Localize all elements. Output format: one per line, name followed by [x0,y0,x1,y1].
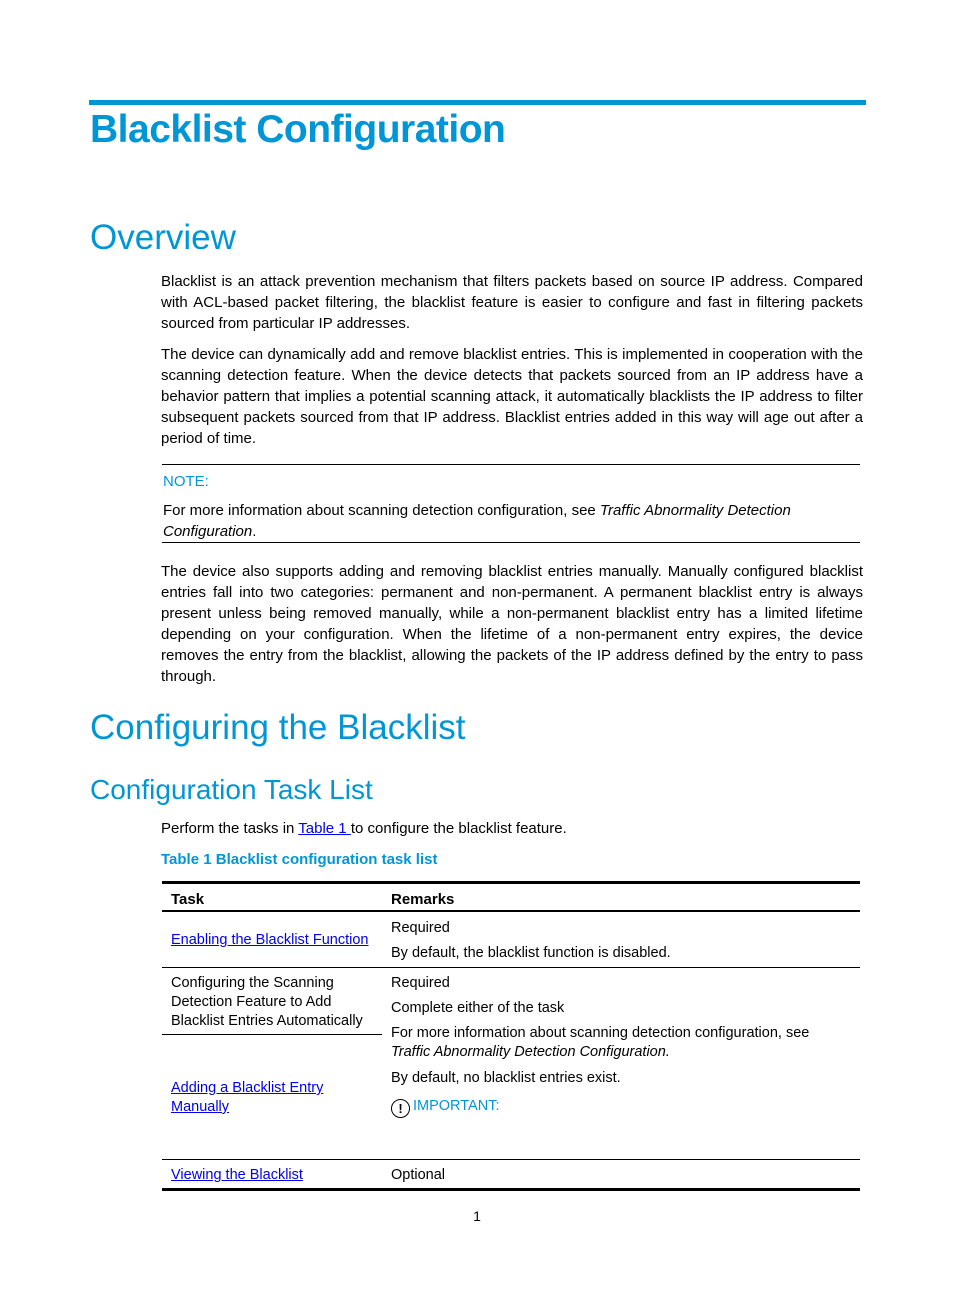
header-rule [162,910,860,912]
row23-remark-required: Required [391,975,450,991]
scanning-detection-task: Configuring the Scanning Detection Feature to Add Blacklist Entries Automatically [171,975,363,1029]
row-divider [162,967,860,968]
row23-remark-default: By default, no blacklist entries exist. [391,1070,621,1086]
row23-remark-more-info [391,1024,851,1062]
overview-paragraph-3: The device also supports adding and removing blacklist entries manually. Manually configured blacklist entries fall into two categories: permanent and non-permanent. A permanent blacklist entry is always present unless being removed manually, while a non-permanent blacklist entry has a limited lifetime depending on your configuration. When the lifetime of a non-permanent entry expires, the device removes the entry from the blacklist, allowing the packets of the IP address defined by the entry to pass through. [161,563,863,685]
overview-heading: Overview [90,218,236,257]
row1-remark-default: By default, the blacklist function is disabled. [391,945,671,961]
overview-paragraph-2: The device can dynamically add and remove blacklist entries. This is implemented in cooperation with the scanning detection feature. When the device detects that packets sourced from an IP address have a behavior pattern that implies a potential scanning attack, it automatically blacklists the IP address to filter subsequent packets sourced from that IP address. Blacklist entries added in this way will age out after a period of time. [161,346,863,447]
task-column-divider [162,1034,382,1035]
table-bottom-rule [162,1188,860,1191]
intro-text-end: to configure the blacklist feature. [350,820,567,837]
row4-remark-optional: Optional [391,1167,446,1183]
task-list-heading: Configuration Task List [90,774,373,805]
col-header-remarks: Remarks [391,891,455,908]
table-1-link[interactable]: Table 1 [298,820,351,837]
viewing-blacklist-link[interactable]: Viewing the Blacklist [171,1167,303,1183]
important-label: IMPORTANT: [413,1098,500,1114]
note-text [163,500,813,542]
table-caption: Table 1 Blacklist configuration task list [161,851,438,868]
note-label: NOTE: [163,473,209,490]
intro-text-start: Perform the tasks in [161,820,299,837]
chapter-title: Blacklist Configuration [90,108,506,151]
row23-remark-either: Complete either of the task [391,1000,565,1016]
exclamation-circle-icon: ! [391,1099,410,1118]
note-box [162,464,860,543]
note-reference: Traffic Abnormality Detection Configuration [163,502,791,540]
row-divider [162,1159,860,1160]
more-info-reference: Traffic Abnormality Detection Configuration. [391,1044,670,1060]
overview-paragraph-1: Blacklist is an attack prevention mechanism that filters packets based on source IP address. Compared with ACL-based packet filtering, the blacklist feature is easier to configure and fast in filtering packets sourced from particular IP addresses. [161,273,863,332]
row1-remark-required: Required [391,920,450,936]
more-info-text: For more information about scanning detection configuration, see [391,1025,810,1041]
enabling-blacklist-link[interactable]: Enabling the Blacklist Function [171,932,369,948]
task-list-intro [161,820,567,837]
important-notice [391,1097,499,1118]
col-header-task: Task [171,891,205,908]
configuring-heading: Configuring the Blacklist [90,708,466,747]
note-text-start: For more information about scanning detection configuration, see [163,502,600,519]
adding-blacklist-entry-link[interactable]: Adding a Blacklist Entry Manually [171,1080,324,1115]
chapter-top-rule [89,100,866,105]
page-number: 1 [473,1208,481,1224]
table-top-rule [162,881,860,884]
note-text-end: . [252,523,257,540]
